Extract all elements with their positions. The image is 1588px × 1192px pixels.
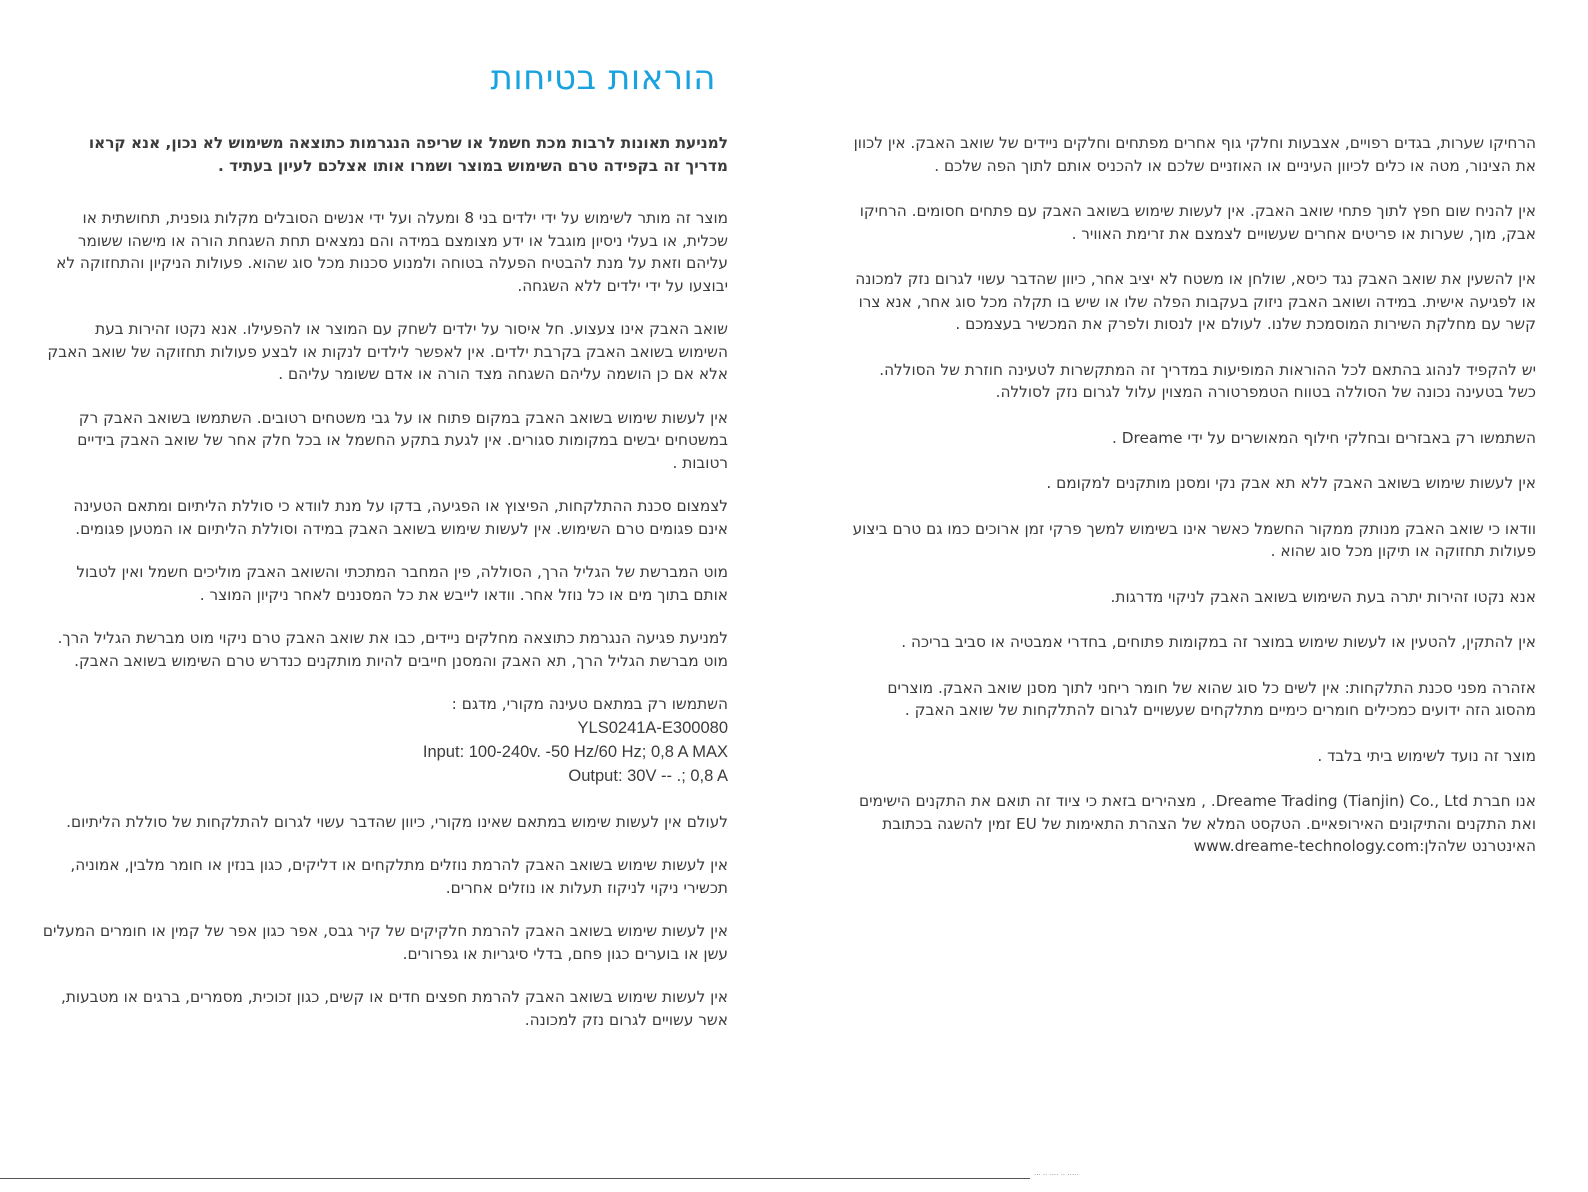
safety-paragraph: שואב האבק אינו צעצוע. חל איסור על ילדים לשחק עם המוצר או להפעילו. אנא נקטו זהירות בעת השימוש בשואב האבק בקרבת ילדים. אין לאפשר לילדים לנקות או לבצע פעולות תחזוקה של שואב האבק אלא אם כן הושמה עליהם השגחה מצד הורה או אדם ששומר עליהם . (47, 320, 728, 383)
safety-paragraph: יש להקפיד לנהוג בהתאם לכל ההוראות המופיעות במדריך זה המתקשרות לטעינה חוזרת של הסוללה. כשל בטעינה נכונה של הסוללה בטווח הטמפרטורה המצוין עלול לגרום נזק לסוללה. (879, 360, 1536, 401)
declaration-paragraph: אנו חברת Dreame Trading (Tianjin) Co., Ltd. , מצהירים בזאת כי ציוד זה תואם את התקנים הישימים ואת התקנים והתיקונים האירופאיים. הטקסט המלא של הצהרת התאימות של EU זמין להשגה בכתובת האינטרנט שלהלן:www.dreame-technology.com (858, 792, 1536, 855)
safety-paragraph: אין לעשות שימוש בשואב האבק להרמת נוזלים מתלקחים או דליקים, כגון בנזין או חומר מלבין, אמוניה, תכשירי ניקוי לניקוז תעלות או נוזלים אחרים. (70, 856, 728, 897)
charger-spec-intro: השתמשו רק במתאם טעינה מקורי, מדגם : (451, 695, 728, 713)
safety-paragraph: אנא נקטו זהירות יתרה בעת השימוש בשואב האבק לניקוי מדרגות. (1110, 587, 1536, 606)
safety-paragraph: מוצר זה מותר לשימוש על ידי ילדים בני 8 ומעלה ועל ידי אנשים הסובלים מקלות גופנית, תחושתית או שכלית, או בעלי ניסיון מוגבל או ידע מצומצם במידה והם נמצאים תחת השגחת הורה או מישהו ששומר עליהם וזאת על מנת להבטיח הפעלה בטוחה ולמנוע סכנות מכל סוג שהוא. פעולות הניקיון והתחזוקה לא יבוצעו על ידי ילדים ללא השגחה. (56, 209, 728, 295)
safety-paragraph: אין לעשות שימוש בשואב האבק במקום פתוח או על גבי משטחים רטובים. השתמשו בשואב האבק רק במשטחים יבשים במקומות סגורים. אין לגעת בתקע החשמל או בכל חלק אחר של שואב האבק בידיים רטובות . (77, 408, 728, 472)
safety-paragraph: לעולם אין לעשות שימוש במתאם שאינו מקורי, כיוון שהדבר עשוי לגרום להתלקחות של סוללת הליתיום. (66, 812, 728, 831)
charger-output-spec: Output: 30V -- .; 0,8 A (568, 766, 728, 785)
safety-paragraph: הרחיקו שערות, בגדים רפויים, אצבעות וחלקי גוף אחרים מפתחים וחלקים ניידים של שואב האבק. אין לכוון את הצינור, מטה או כלים לכיוון העיניים או האוזניים שלכם או להכניס אותם לתוך הפה שלכם . (853, 134, 1536, 175)
safety-paragraph: לצמצום סכנת ההתלקחות, הפיצוץ או הפגיעה, בדקו על מנת לוודא כי סוללת הליתיום ומתאם הטעינה אינם פגומים טרם השימוש. אין לעשות שימוש בשואב האבק במידה וסוללת הליתיום או המטען פגומים. (73, 497, 728, 538)
safety-paragraph: מוט המברשת של הגליל הרך, הסוללה, פין המחבר המתכתי והשואב האבק מוליכים חשמל ואין לטבול אותם בתוך מים או כל נוזל אחר. וודאו לייבש את כל המסננים לאחר ניקיון המוצר . (76, 563, 728, 604)
safety-paragraph: אין להניח שום חפץ לתוך פתחי שואב האבק. אין לעשות שימוש בשואב האבק עם פתחים חסומים. הרחיקו אבק, מוך, שערות או פריטים אחרים שעשויים לצמצם את זרימת האוויר . (859, 202, 1536, 243)
charger-input-spec: Input: 100-240v. -50 Hz/60 Hz; 0,8 A MAX (422, 742, 728, 761)
charger-model: YLS0241A-E300080 (577, 718, 728, 737)
safety-paragraph: אין לעשות שימוש בשואב האבק להרמת חפצים חדים או קשים, כגון זכוכית, מסמרים, ברגים או מטבעות, אשר עשויים לגרום נזק למכונה. (61, 988, 728, 1029)
footer-fine-print: ··· ·· ···· ·· ····· (1034, 1171, 1079, 1179)
right-column (852, 132, 1536, 881)
safety-paragraph: מוצר זה נועד לשימוש ביתי בלבד . (1317, 746, 1536, 765)
safety-paragraph: וודאו כי שואב האבק מנותק ממקור החשמל כאשר אינו בשימוש למשך פרקי זמן ארוכים כמו גם טרם ביצוע פעולות תחזוקה או תיקון מכל סוג שהוא . (852, 519, 1536, 560)
left-column (42, 132, 728, 1052)
safety-paragraph: למניעת פגיעה הנגרמת כתוצאה מחלקים ניידים, כבו את שואב האבק טרם ניקוי מוט מברשת הגליל הרך. מוט מברשת הגליל הרך, תא האבק והמסנן חייבים להיות מותקנים כנדרש טרם השימוש בשואב האבק. (57, 629, 728, 670)
safety-paragraph: אזהרה מפני סכנת התלקחות: אין לשים כל סוג שהוא של חומר ריחני לתוך מסנן שואב האבק. מוצרים מהסוג הזה ידועים כמכילים חומרים כימיים מתלקחים שעשויים לגרום להתלקחות של שואב האבק . (887, 678, 1536, 719)
safety-paragraph: אין להשעין את שואב האבק נגד כיסא, שולחן או משטח לא יציב אחר, כיוון שהדבר עשוי לגרום נזק למכונה או לפגיעה אישית. במידה ושואב האבק ניזוק בעקבות הפלה שלו או שיש בו תקלה מכל סוג אחר, אנא צרו קשר עם מחלקת השירות המוסמכת שלנו. לעולם אין לנסות ולפרק את המכשיר בעצמכם . (855, 270, 1536, 333)
safety-paragraph: אין לעשות שימוש בשואב האבק להרמת חלקיקים של קיר גבס, אפר כגון אפר של קמין או חומרים המעלים עשן או בוערים כגון פחם, בדלי סיגריות או גפרורים. (42, 922, 728, 963)
intro-paragraph: למניעת תאונות לרבות מכת חשמל או שריפה הנגרמות כתוצאה משימוש לא נכון, אנא קראו מדריך זה בקפידה טרם השימוש במוצר ושמרו אותו אצלכם לעיון בעתיד . (88, 134, 728, 175)
safety-paragraph: השתמשו רק באבזרים ובחלקי חילוף המאושרים על ידי Dreame . (1112, 428, 1536, 447)
charger-spec-block (42, 693, 728, 788)
safety-paragraph: אין לעשות שימוש בשואב האבק ללא תא אבק נקי ומסנן מותקנים למקומם . (1046, 474, 1536, 492)
safety-paragraph: אין להתקין, להטעין או לעשות שימוש במוצר זה במקומות פתוחים, בחדרי אמבטיה או סביב בריכה . (901, 633, 1536, 651)
bottom-divider (0, 1178, 1030, 1179)
page-title: הוראות בטיחות (490, 58, 716, 98)
